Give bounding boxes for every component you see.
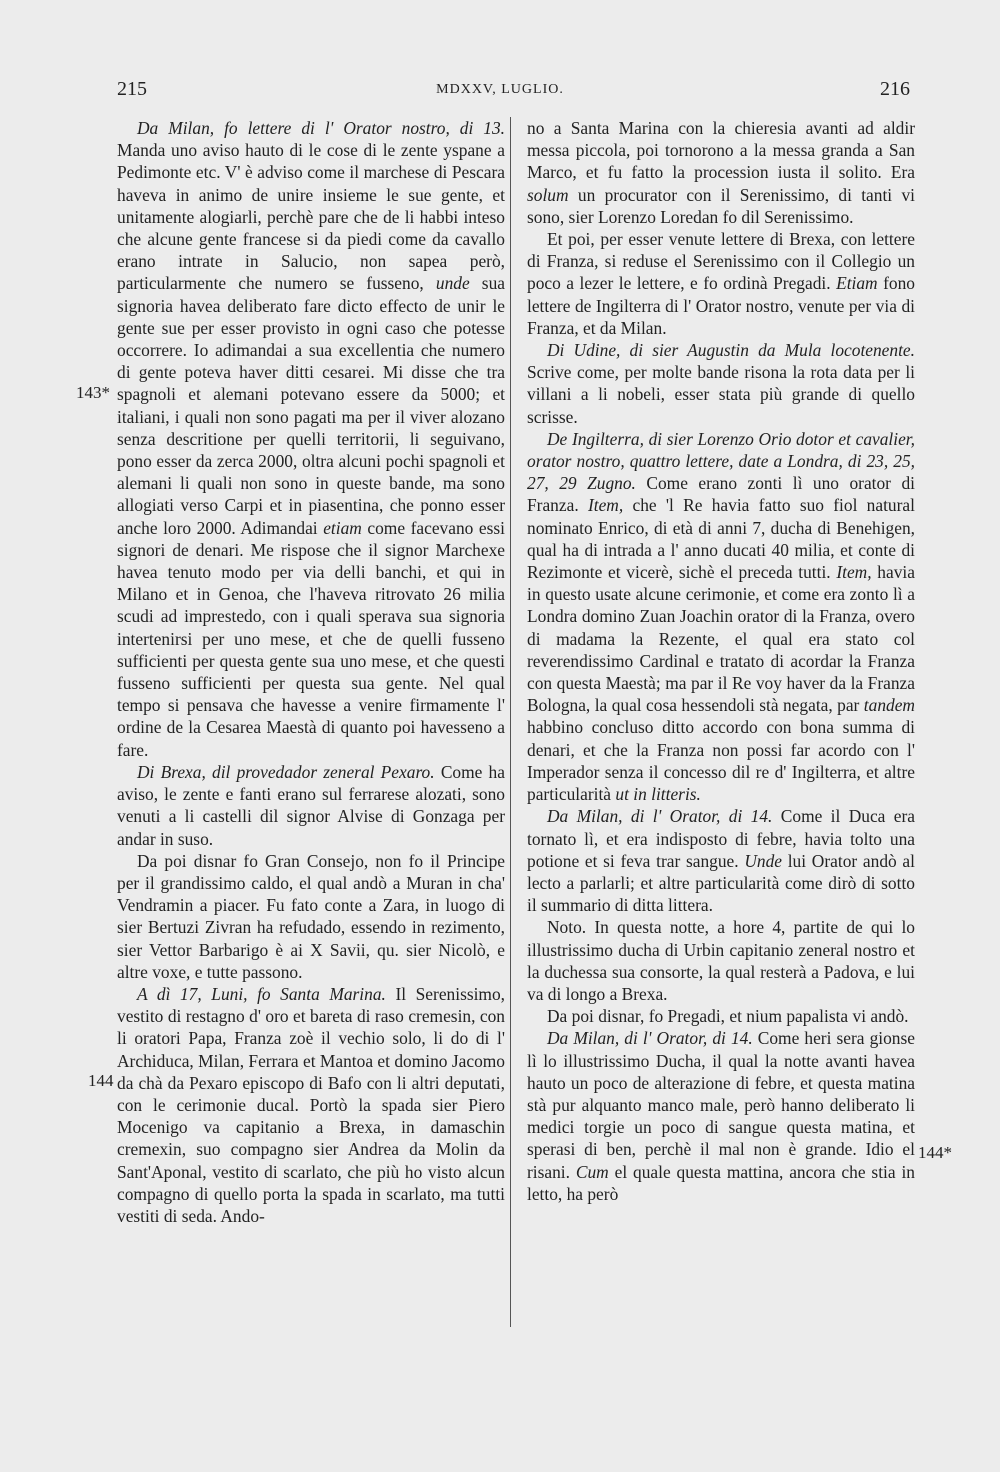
- paragraph: [527, 1005, 915, 1027]
- italic-heading: Di Udine, di sier Augustin da Mula locotenente.: [547, 340, 915, 361]
- paragraph-text: Come il Duca era tornato lì, et era indisposto di febre, havia tolto una potione et si feva trar sangue.: [527, 806, 915, 871]
- paragraph: [527, 228, 915, 339]
- paragraph: [527, 339, 915, 428]
- italic-heading: Di Brexa, dil provedador zeneral Pexaro.: [137, 761, 435, 782]
- paragraph-text: Manda uno aviso hauto di le cose di le zente yspane a Pedimonte etc. V' è adviso come il marchese di Pescara haveva in animo de unire insieme le sue gente, et unitamente alogiarli, perchè pare che de li habbi inteso che alcune gente francese si da piedi come da cavallo erano intrate in Salucio, non sapea però, particularmente che numero se fusseno,: [117, 140, 505, 294]
- italic-word: tandem: [863, 695, 915, 716]
- paragraph-text: fono lettere de Ingilterra di l' Orator nostro, venute per via di Franza, et da Milan.: [527, 273, 915, 338]
- paragraph-text: habbino concluso ditto accordo con bona summa di denari, et che la Franza non possi far acordo con l' Imperador senza il concesso dil re d' Ingilterra, et altre particularità: [527, 717, 915, 805]
- left-page-number: 215: [117, 78, 147, 100]
- paragraph-text: Et poi, per esser venute lettere di Brexa, con lettere di Franza, si reduse el Serenissimo con il Collegio un poco a lezer le lettere, e fo ordinà Pregadi.: [527, 229, 915, 294]
- running-title: MDXXV, LUGLIO.: [436, 82, 564, 97]
- paragraph-text: havia in questo usate alcune cerimonie, et come era zonto lì a Londra domino Zuan Joachin orator di la Franza, overo di madama la Rezente, el qual era stato col reverendissimo Cardinal e tratato di acordar la Franza con questa Maestà; ma par il Re voy haver da la Franza Bologna, la qual cosa hessendoli stà negata, par: [527, 562, 915, 716]
- paragraph-text: lui Orator andò al lecto a parlarli; et altre particularità come dirò di sotto il summario di ditta littera.: [527, 850, 915, 916]
- paragraph-text: Come erano zonti lì uno orator di Franza.: [527, 473, 915, 516]
- paragraph-text: come facevano essi signori de denari. Me rispose che il signor Marchexe havea tenuto modo per via delli banchi, et qui in Milano et in Genoa, che l'haveva ritrovato 26 milia scudi ad imprestedo, con i quali sperava sua signoria intertenirsi per uno mese, et che de quelli fusseno sufficienti per questa gente sua uno mese, et che questi fusseno sufficienti per questa sua gente. Nel qual tempo si pensava che havesse a venire firmamente l' ordine de la Cesarea Maestà di quanto poi havesseno a fare.: [117, 517, 505, 760]
- paragraph-text: Come heri sera gionse lì lo illustrissimo Ducha, il qual la notte avanti havea hauto un poco de alterazione di febre, et questa matina stà pur alquanto manco male, però hanno deliberato li medici torgie un poco di sangue questa matina, et sperasi di ben, perchè il mal non è grande. Idio el risani.: [527, 1028, 915, 1182]
- italic-heading: Da Milan, fo lettere di l' Orator nostro, di 13.: [137, 118, 505, 138]
- paragraph: [527, 805, 915, 916]
- column-divider: [510, 117, 511, 1327]
- paragraph-text: che 'l Re havia fatto suo fiol natural nominato Enrico, di età di anni 7, ducha di Benehigen, qual ha di intrada a l' anno ducati 40 milia, et conte di Rezimonte et vicerè, sichè el preceda tutti.: [527, 495, 915, 583]
- margin-note-144-star: 144*: [918, 1143, 952, 1162]
- italic-word: Item,: [836, 562, 872, 583]
- paragraph: [117, 850, 505, 983]
- italic-word: Cum: [575, 1161, 609, 1182]
- italic-word: unde: [435, 273, 470, 294]
- paragraph-text: Da poi disnar, fo Pregadi, et nium papalista vi andò.: [547, 1006, 909, 1027]
- paragraph-text: Come ha aviso, le zente e fanti erano sul ferrarese alozati, sono venuti a li castelli dil signor Alvise di Gonzaga per andar in suso.: [117, 761, 505, 849]
- italic-heading: De Ingilterra, di sier Lorenzo Orio dotor et cavalier, orator nostro, quattro lettere, date a Londra, di 23, 25, 27, 29 Zugno.: [527, 428, 915, 494]
- page-header: [0, 78, 1000, 104]
- italic-word: Unde: [744, 850, 782, 871]
- italic-word: ut in litteris.: [615, 784, 701, 805]
- margin-note-143: 143*: [76, 383, 110, 402]
- italic-word: solum: [527, 184, 569, 205]
- paragraph-text: Il Serenissimo, vestito di restagno d' oro et bareta di raso cremesin, con li oratori Papa, Franza zoè il vechio solo, li do di l' Archiduca, Milan, Ferrara et Mantoa et domino Jacomo da chà da Pexaro episcopo di Bafo con li altri deputati, con le cerimonie ducal. Portò la spada sier Piero Mocenigo va capitanio a Brexa, in damaschin cremexin, suo compagno sier Andrea da Molin da Sant'Aponal, vestito di scarlato, che più ho visto alcun compagno di quello porta la spada in scarlato, ma tutti vestiti di seda. Ando-: [117, 983, 506, 1226]
- paragraph: [117, 117, 505, 761]
- italic-heading: Da Milan, di l' Orator, di 14.: [547, 1028, 753, 1049]
- italic-heading: Da Milan, di l' Orator, di 14.: [547, 806, 773, 827]
- italic-word: Etiam: [836, 273, 878, 294]
- paragraph: [527, 1027, 915, 1205]
- paragraph-text: Da poi disnar fo Gran Consejo, non fo il Principe per il grandissimo caldo, el qual andò a Muran in cha' Vendramin a piacer. Fu fato conte a Zara, in luogo di sier Bertuzi Zivran ha refudado, essendo in rezimento, sier Vettor Barbarigo è ai X Savii, qu. sier Nicolò, e altre voxe, e tutte passono.: [117, 850, 505, 982]
- italic-word: Item,: [587, 495, 624, 516]
- paragraph: [527, 916, 915, 1005]
- paragraph-text: Scrive come, per molte bande risona la rota data per li villani a li nobeli, esser stata più grande di quello scrisse.: [527, 362, 915, 427]
- paragraph-text: no a Santa Marina con la chieresia avanti ad aldir messa piccola, poi tornorono a la messa granda a San Marco, et fu fatto la procession iusta il solito. Era: [527, 118, 915, 183]
- right-page-number: 216: [880, 78, 910, 100]
- paragraph-text: el quale questa mattina, ancora che stia in letto, ha però: [527, 1161, 915, 1204]
- paragraph-text: Noto. In questa notte, a hore 4, partite de qui lo illustrissimo ducha di Urbin capitanio zeneral nostro et la duchessa sua consorte, la qual resterà a Padova, e lui va di longo a Brexa.: [527, 917, 915, 1004]
- margin-note-144: 144: [88, 1071, 114, 1090]
- italic-heading: A dì 17, Luni, fo Santa Marina.: [137, 983, 386, 1004]
- paragraph: [117, 761, 505, 850]
- right-column: [527, 117, 915, 1205]
- paragraph: [117, 983, 505, 1227]
- italic-word: etiam: [323, 517, 362, 538]
- paragraph-text: sua signoria havea deliberato fare dicto effecto de unir le gente sue per esser provisto in ogni caso che potesse occorrere. Io adimandai a sua excellentia che numero di gente poteva haver ditti cesarei. Mi disse che tra spagnoli et alemani potevano essere da 5000; et italiani, i quali non sono pagati ma per il viver alozano senza descritione per quelli territorii, li seguivano, pono esser da zerca 2000, oltra alcuni pochi spagnoli et alemani li quali non sono in queste bande, ma sono allogiati verso Carpi et in piasentina, che ponno esser anche loro 2000. Adimandai: [117, 273, 505, 538]
- left-column: [117, 117, 505, 1227]
- paragraph-text: un procurator con il Serenissimo, di tanti vi sono, sier Lorenzo Loredan fo dil Serenissimo.: [527, 184, 915, 227]
- paragraph: [527, 428, 915, 805]
- paragraph: [527, 117, 915, 228]
